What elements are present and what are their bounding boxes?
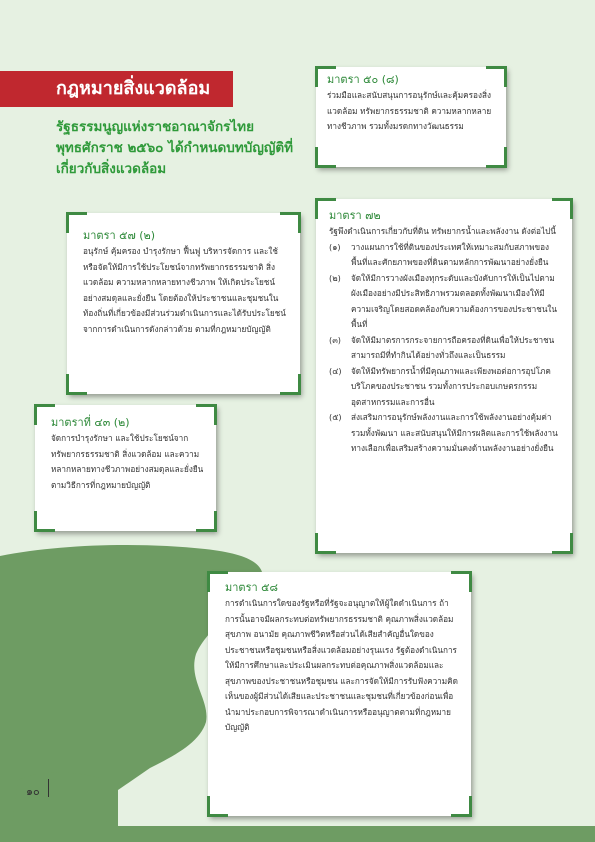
corner-bracket [486,66,507,87]
list-item-text: จัดให้มีมาตรการกระจายการถือครองที่ดินเพื่อให้ประชาชนสามารถมีที่ทำกินได้อย่างทั่วถึงและเป็นธรรม [351,334,555,360]
corner-bracket [315,66,336,87]
section-body: อนุรักษ์ คุ้มครอง บำรุงรักษา ฟื้นฟู บริหารจัดการ และใช้หรือจัดให้มีการใช้ประโยชน์จากทรัพยากรธรรมชาติ สิ่งแวดล้อม ความหลากหลายทางชีวภาพ ให้เกิดประโยชน์อย่างสมดุลและยั่งยืน โดยต้องให้ประชาชนและชุมชนในท้องถิ่นที่เกี่ยวข้องมีส่วนร่วมดำเนินการและได้รับประโยชน์จากการดำเนินการดังกล่าวด้วย ตามที่กฎหมายบัญญัติ [83,246,286,334]
section-58-box [208,572,471,816]
corner-bracket [66,374,87,395]
corner-bracket [196,511,217,532]
corner-bracket [280,374,301,395]
corner-bracket [315,147,336,168]
page-subtitle: รัฐธรรมนูญแห่งราชอาณาจักรไทย พุทธศักราช ๒๕๖๐ ได้กำหนดบทบัญญัติที่เกี่ยวกับสิ่งแวดล้อม [56,119,294,177]
section-body: การดำเนินการใดของรัฐหรือที่รัฐจะอนุญาตให้ผู้ใดดำเนินการ ถ้าการนั้นอาจมีผลกระทบต่อทรัพยากรธรรมชาติ คุณภาพสิ่งแวดล้อม สุขภาพ อนามัย คุณภาพชีวิตหรือส่วนได้เสียสำคัญอื่นใดของประชาชนหรือชุมชนหรือสิ่งแวดล้อมอย่างรุนแรง รัฐต้องดำเนินการให้มีการศึกษาและประเมินผลกระทบต่อคุณภาพสิ่งแวดล้อมและสุขภาพของประชาชนหรือชุมชน และการจัดให้มีการรับฟังความคิดเห็นของผู้มีส่วนได้เสียและประชาชนและชุมชนที่เกี่ยวข้องก่อนเพื่อนำมาประกอบการพิจารณาดำเนินการหรืออนุญาตตามที่กฎหมายบัญญัติ [225,598,458,732]
section-heading: มาตรา ๕๘ [225,581,278,594]
list-item-number: (๔) [329,365,342,376]
list-item [329,410,562,457]
section-body: ร่วมมือและสนับสนุนการอนุรักษ์และคุ้มครองสิ่งแวดล้อม ทรัพยากรธรรมชาติ ความหลากหลายทางชีวภาพ รวมทั้งมรดกทางวัฒนธรรม [327,90,492,131]
list-item-text: จัดให้มีการวางผังเมืองทุกระดับและบังคับการให้เป็นไปตามผังเมืองอย่างมีประสิทธิภาพรวมตลอดทั้งพัฒนาเมืองให้มีความเจริญโดยสอดคล้องกับความต้องการของประชาชนในพื้นที่ [351,272,558,329]
section-heading: มาตรา ๕๗ (๒) [83,229,156,242]
section-43-box [35,405,216,531]
corner-bracket [486,147,507,168]
list-item-text: วางแผนการใช้ที่ดินของประเทศให้เหมาะสมกับสภาพของพื้นที่และศักยภาพของที่ดินตามหลักการพัฒนาอย่างยั่งยืน [351,241,550,267]
section-body: จัดการบำรุงรักษา และใช้ประโยชน์จากทรัพยากรธรรมชาติ สิ่งแวดล้อม และความหลากหลายทางชีวภาพอย่างสมดุลและยั่งยืนตามวิธีการที่กฎหมายบัญญัติ [51,433,204,490]
list-item [329,240,562,271]
section-list [329,240,562,457]
corner-bracket [315,198,336,219]
section-50-box [316,67,506,167]
list-item [329,271,562,333]
list-item-text: จัดให้มีทรัพยากรน้ำที่มีคุณภาพและเพียงพอต่อการอุปโภคบริโภคของประชาชน รวมทั้งการประกอบเกษตรกรรม อุตสาหกรรมและการอื่น [351,365,551,407]
page-number-divider [48,779,49,797]
list-item-number: (๒) [329,272,341,283]
list-item-number: (๓) [329,334,341,345]
list-item-number: (๕) [329,412,342,422]
corner-bracket [207,796,228,817]
corner-bracket [451,571,472,592]
section-57-box [67,213,300,394]
list-item [329,333,562,364]
corner-bracket [280,212,301,233]
list-item [329,364,562,411]
corner-bracket [207,571,228,592]
section-intro: รัฐพึงดำเนินการเกี่ยวกับที่ดิน ทรัพยากรน้ำและพลังงาน ดังต่อไปนี้ [329,226,556,236]
corner-bracket [552,533,573,554]
list-item-number: (๑) [329,241,341,252]
corner-bracket [552,198,573,219]
page-number: ๑๐ [26,785,40,798]
section-heading: มาตรา ๗๒ [329,209,381,222]
list-item-text: ส่งเสริมการอนุรักษ์พลังงานและการใช้พลังงานอย่างคุ้มค่า รวมทั้งพัฒนา และสนับสนุนให้มีการผลิตและการใช้พลังงานทางเลือกเพื่อเสริมสร้างความมั่นคงด้านพลังงานอย่างยั่งยืน [351,412,558,453]
section-72-box [316,199,572,553]
corner-bracket [315,533,336,554]
corner-bracket [451,796,472,817]
section-heading: มาตราที่ ๔๓ (๒) [51,416,130,429]
corner-bracket [34,511,55,532]
section-heading: มาตรา ๕๐ (๘) [327,73,399,86]
corner-bracket [66,212,87,233]
corner-bracket [196,404,217,425]
corner-bracket [34,404,55,425]
page-title: กฎหมายสิ่งแวดล้อม [0,71,233,107]
footer-bar [0,826,595,842]
